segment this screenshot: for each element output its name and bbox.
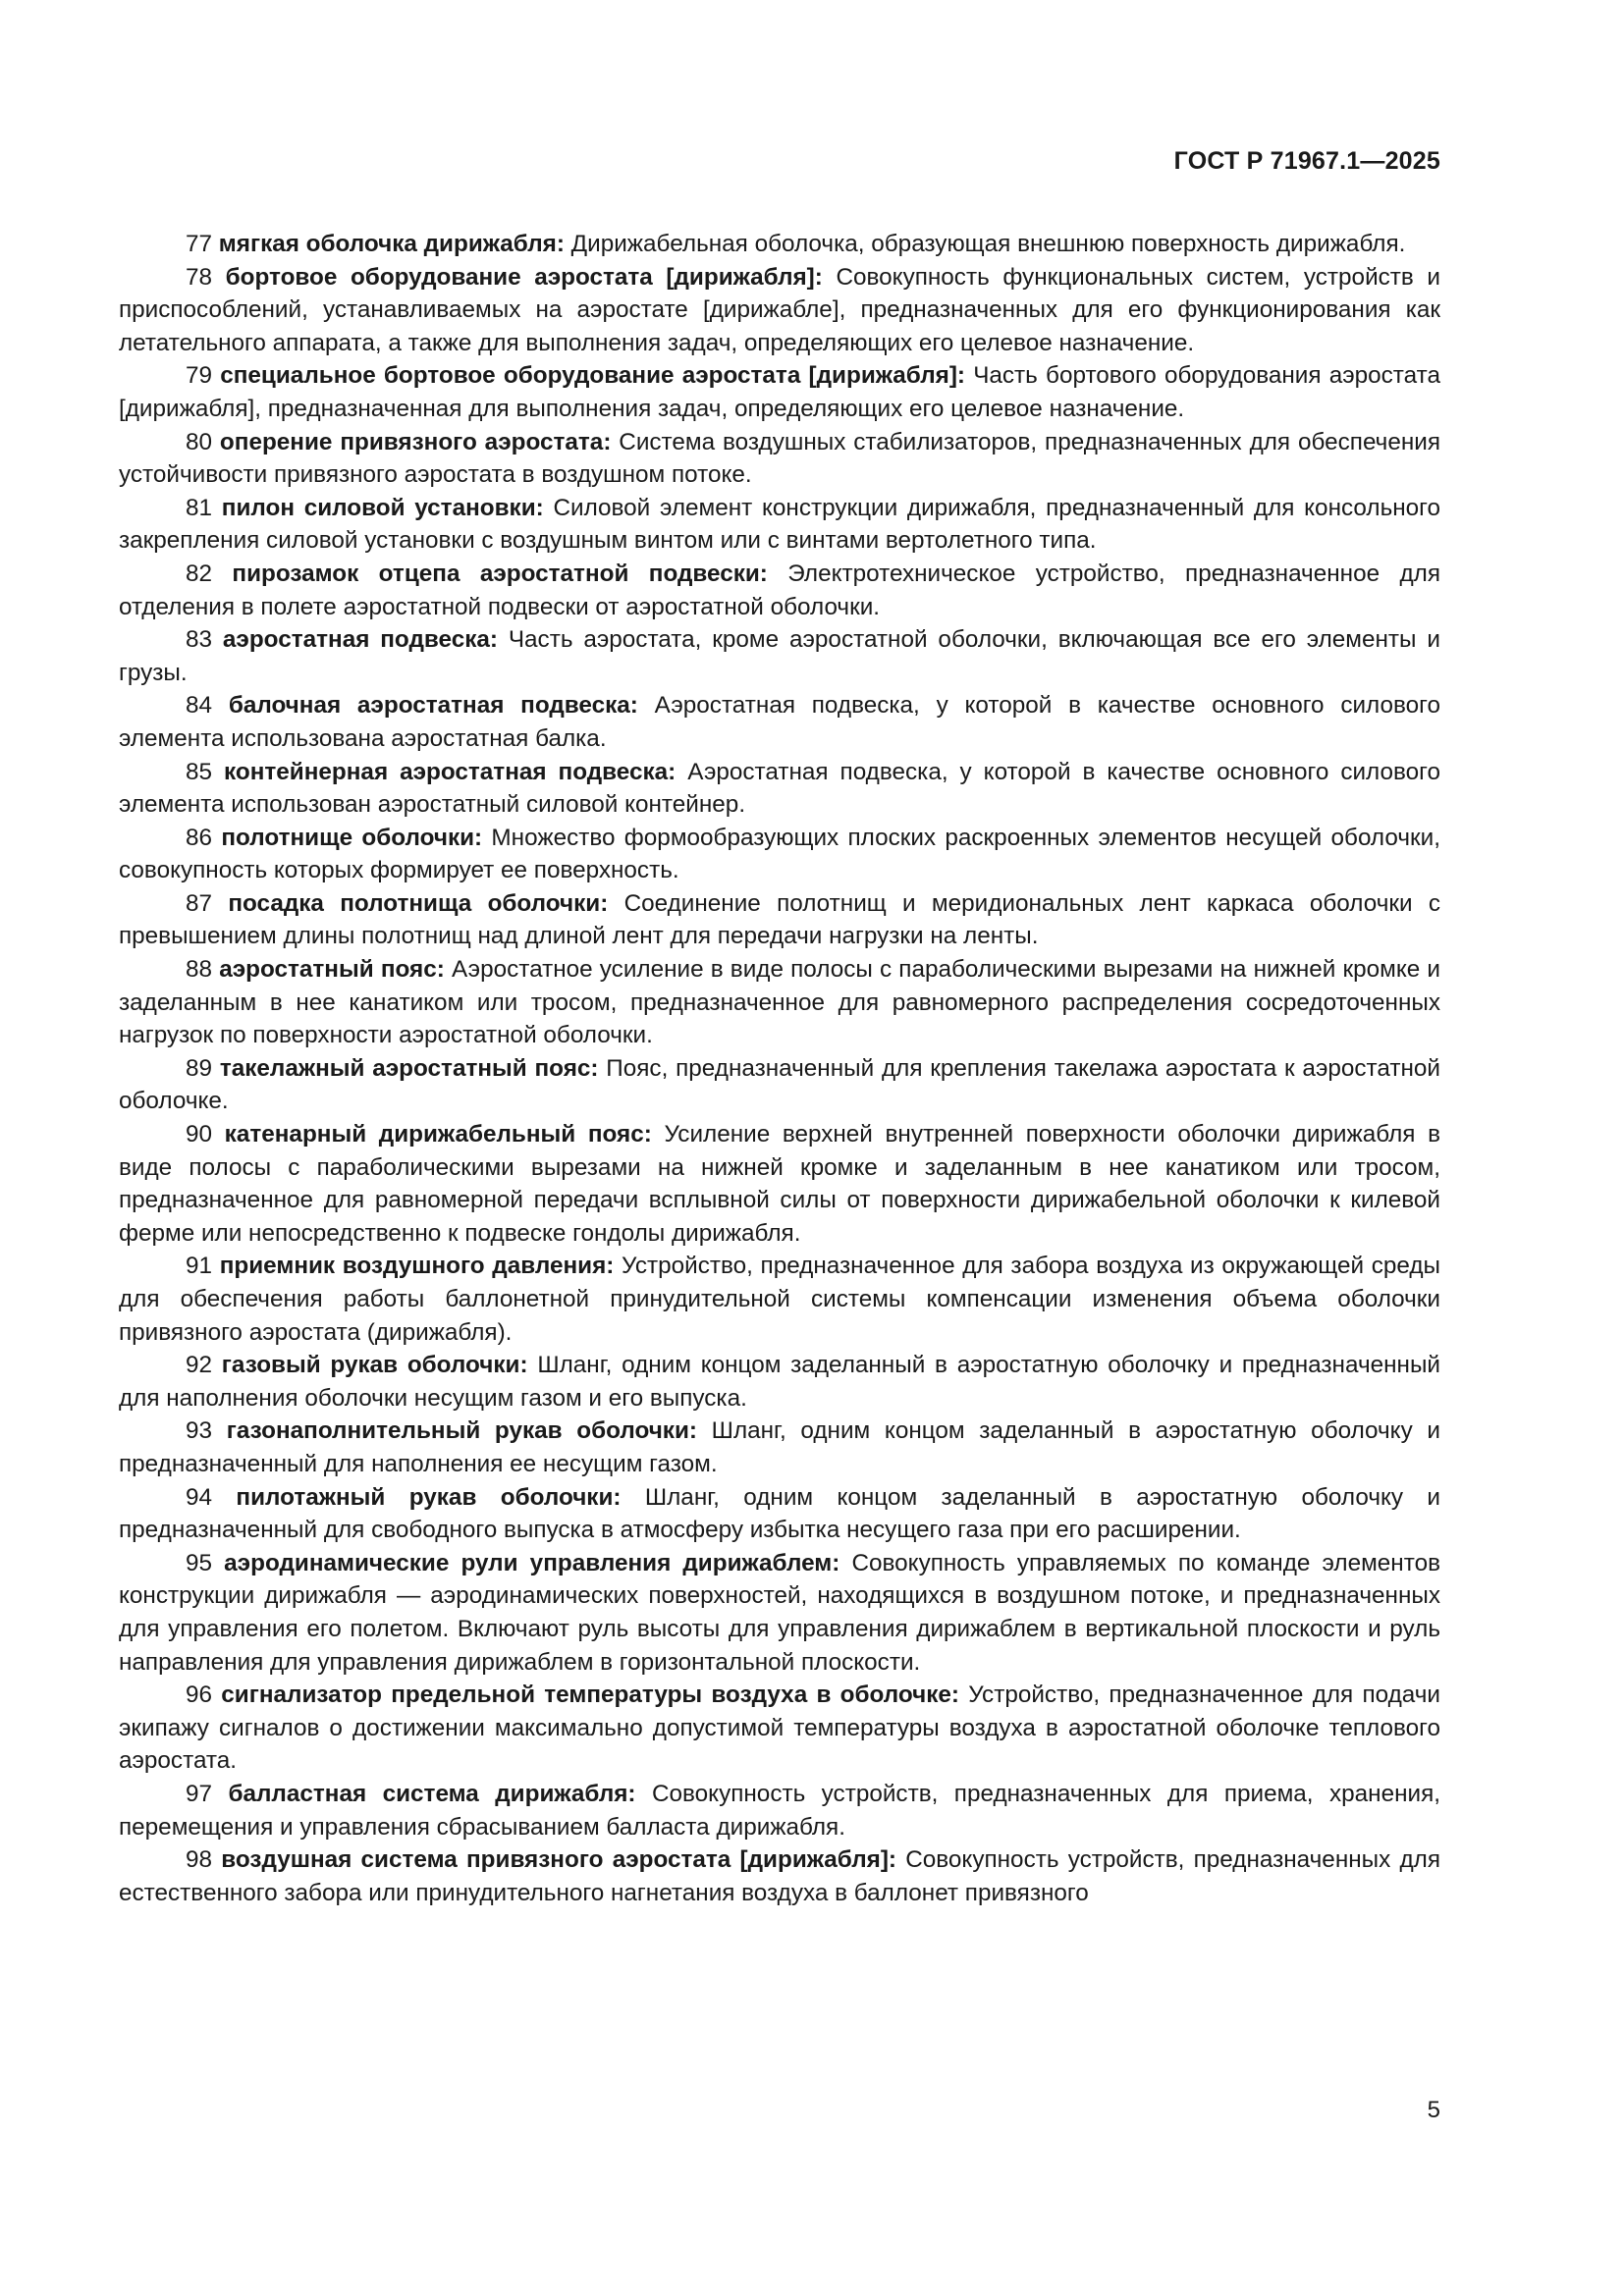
term-entry <box>119 1250 1440 1349</box>
term-title: пилон силовой установки: <box>221 494 544 521</box>
term-number: 95 <box>186 1549 213 1576</box>
term-number: 91 <box>186 1253 213 1280</box>
term-definition: Аэростатная подвеска, у которой в качестве основного силового элемента использована аэростатная балка. <box>119 692 1440 752</box>
term-title: контейнерная аэростатная подвеска: <box>224 758 677 785</box>
term-definition: Система воздушных стабилизаторов, предназначенных для обеспечения устойчивости привязного аэростата в воздушном потоке. <box>119 428 1440 489</box>
term-entry <box>119 558 1440 623</box>
term-title: газовый рукав оболочки: <box>221 1352 528 1379</box>
term-definition: Усиление верхней внутренней поверхности оболочки дирижабля в виде полосы с параболическими вырезами на нижней кромке и заделанным в нее канатиком или тросом, предназначенное для равномерной передачи всплывной силы от поверхности дирижабельной оболочки к килевой ферме или непосредственно к подвеске гондолы дирижабля. <box>119 1121 1440 1247</box>
term-definition: Электротехническое устройство, предназначенное для отделения в полете аэростатной подвески от аэростатной оболочки. <box>119 560 1440 620</box>
term-number: 92 <box>186 1352 213 1379</box>
term-definition: Дирижабельная оболочка, образующая внешнюю поверхность дирижабля. <box>564 231 1406 257</box>
term-entry <box>119 228 1440 261</box>
term-definition: Аэростатная подвеска, у которой в качестве основного силового элемента использован аэростатный силовой контейнер. <box>119 758 1440 819</box>
term-title: газонаполнительный рукав оболочки: <box>226 1417 697 1445</box>
term-entry <box>119 1481 1440 1547</box>
term-title: сигнализатор предельной температуры воздуха в оболочке: <box>221 1682 959 1709</box>
term-number: 88 <box>186 956 213 984</box>
term-definition: Шланг, одним концом заделанный в аэростатную оболочку и предназначенный для наполнения ее несущим газом. <box>119 1417 1440 1477</box>
term-title: пирозамок отцепа аэростатной подвески: <box>232 560 768 587</box>
term-entry <box>119 359 1440 425</box>
term-number: 98 <box>186 1846 213 1874</box>
term-title: балочная аэростатная подвеска: <box>228 692 638 720</box>
term-definition: Устройство, предназначенное для подачи экипажу сигналов о достижении максимально допустимой температуры воздуха в аэростатной оболочке теплового аэростата. <box>119 1682 1440 1775</box>
term-definition: Совокупность устройств, предназначенных для естественного забора или принудительного нагнетания воздуха в баллонет привязного <box>119 1846 1440 1906</box>
term-title: воздушная система привязного аэростата [дирижабля]: <box>221 1846 896 1874</box>
term-number: 80 <box>186 428 213 455</box>
term-title: такелажный аэростатный пояс: <box>219 1054 599 1082</box>
term-number: 83 <box>186 626 213 654</box>
term-number: 79 <box>186 362 213 390</box>
term-title: аэростатная подвеска: <box>222 626 498 654</box>
term-entry <box>119 261 1440 360</box>
term-entry <box>119 1415 1440 1480</box>
term-entry <box>119 1349 1440 1415</box>
term-title: бортовое оборудование аэростата [дирижабля]: <box>225 263 823 291</box>
term-entry <box>119 1118 1440 1250</box>
document-code-header: ГОСТ Р 71967.1—2025 <box>1173 147 1440 175</box>
term-definition: Совокупность устройств, предназначенных для приема, хранения, перемещения и управления сбрасыванием балласта дирижабля. <box>119 1780 1440 1841</box>
term-number: 93 <box>186 1417 213 1445</box>
term-title: мягкая оболочка дирижабля: <box>218 231 565 257</box>
term-entry <box>119 1778 1440 1843</box>
term-title: аэростатный пояс: <box>219 956 445 984</box>
page-number: 5 <box>1427 2097 1440 2123</box>
term-title: оперение привязного аэростата: <box>219 428 612 455</box>
term-definition: Силовой элемент конструкции дирижабля, предназначенный для консольного закрепления силовой установки с воздушным винтом или с винтами вертолетного типа. <box>119 494 1440 555</box>
term-number: 94 <box>186 1483 213 1511</box>
term-entry <box>119 1052 1440 1118</box>
term-entry <box>119 623 1440 689</box>
term-definition: Совокупность управляемых по команде элементов конструкции дирижабля — аэродинамических поверхностей, находящихся в воздушном потоке, и предназначенных для управления его полетом. Включают руль высоты для управления дирижаблем в вертикальной плоскости и руль направления для управления дирижаблем в горизонтальной плоскости. <box>119 1549 1440 1676</box>
term-definition: Пояс, предназначенный для крепления такелажа аэростата к аэростатной оболочке. <box>119 1054 1440 1115</box>
term-definition: Аэростатное усиление в виде полосы с параболическими вырезами на нижней кромке и заделанным в нее канатиком или тросом, предназначенное для равномерного распределения сосредоточенных нагрузок по поверхности аэростатной оболочки. <box>119 956 1440 1049</box>
term-title: пилотажный рукав оболочки: <box>236 1483 622 1511</box>
term-entry <box>119 887 1440 953</box>
term-number: 81 <box>186 494 213 521</box>
term-entry <box>119 426 1440 492</box>
term-entry <box>119 689 1440 755</box>
term-title: полотнище оболочки: <box>221 824 483 851</box>
term-title: специальное бортовое оборудование аэростата [дирижабля]: <box>220 362 965 390</box>
term-entry <box>119 953 1440 1052</box>
term-definition: Шланг, одним концом заделанный в аэростатную оболочку и предназначенный для наполнения оболочки несущим газом и его выпуска. <box>119 1352 1440 1412</box>
term-number: 87 <box>186 889 213 917</box>
term-definition: Устройство, предназначенное для забора воздуха из окружающей среды для обеспечения работы баллонетной принудительной системы компенсации изменения объема оболочки привязного аэростата (дирижабля). <box>119 1253 1440 1346</box>
term-entry <box>119 756 1440 822</box>
term-definition: Множество формообразующих плоских раскроенных элементов несущей оболочки, совокупность которых формирует ее поверхность. <box>119 824 1440 884</box>
term-entry <box>119 1843 1440 1909</box>
term-definition: Шланг, одним концом заделанный в аэростатную оболочку и предназначенный для свободного выпуска в атмосферу избытка несущего газа при его расширении. <box>119 1483 1440 1544</box>
term-number: 96 <box>186 1682 213 1709</box>
term-number: 77 <box>186 231 213 257</box>
term-title: катенарный дирижабельный пояс: <box>224 1121 652 1148</box>
term-number: 90 <box>186 1121 213 1148</box>
term-entry <box>119 822 1440 887</box>
term-number: 84 <box>186 692 213 720</box>
term-definition: Совокупность функциональных систем, устройств и приспособлений, устанавливаемых на аэростате [дирижабле], предназначенных для его функционирования как летательного аппарата, а также для выполнения задач, определяющих его целевое назначение. <box>119 263 1440 356</box>
term-title: балластная система дирижабля: <box>228 1780 636 1807</box>
term-number: 85 <box>186 758 213 785</box>
term-entry <box>119 1547 1440 1679</box>
term-title: посадка полотнища оболочки: <box>228 889 609 917</box>
term-entry <box>119 1679 1440 1778</box>
term-entry <box>119 492 1440 558</box>
term-number: 86 <box>186 824 213 851</box>
term-title: приемник воздушного давления: <box>219 1253 615 1280</box>
term-number: 89 <box>186 1054 213 1082</box>
terms-list <box>119 228 1440 1909</box>
term-definition: Часть бортового оборудования аэростата [дирижабля], предназначенная для выполнения задач, определяющих его целевое назначение. <box>119 362 1440 422</box>
term-definition: Часть аэростата, кроме аэростатной оболочки, включающая все его элементы и грузы. <box>119 626 1440 686</box>
term-definition: Соединение полотнищ и меридиональных лент каркаса оболочки с превышением длины полотнищ над длиной лент для передачи нагрузки на ленты. <box>119 889 1440 950</box>
term-number: 82 <box>186 560 213 587</box>
term-number: 78 <box>186 263 213 291</box>
term-number: 97 <box>186 1780 213 1807</box>
term-title: аэродинамические рули управления дирижаблем: <box>224 1549 840 1576</box>
